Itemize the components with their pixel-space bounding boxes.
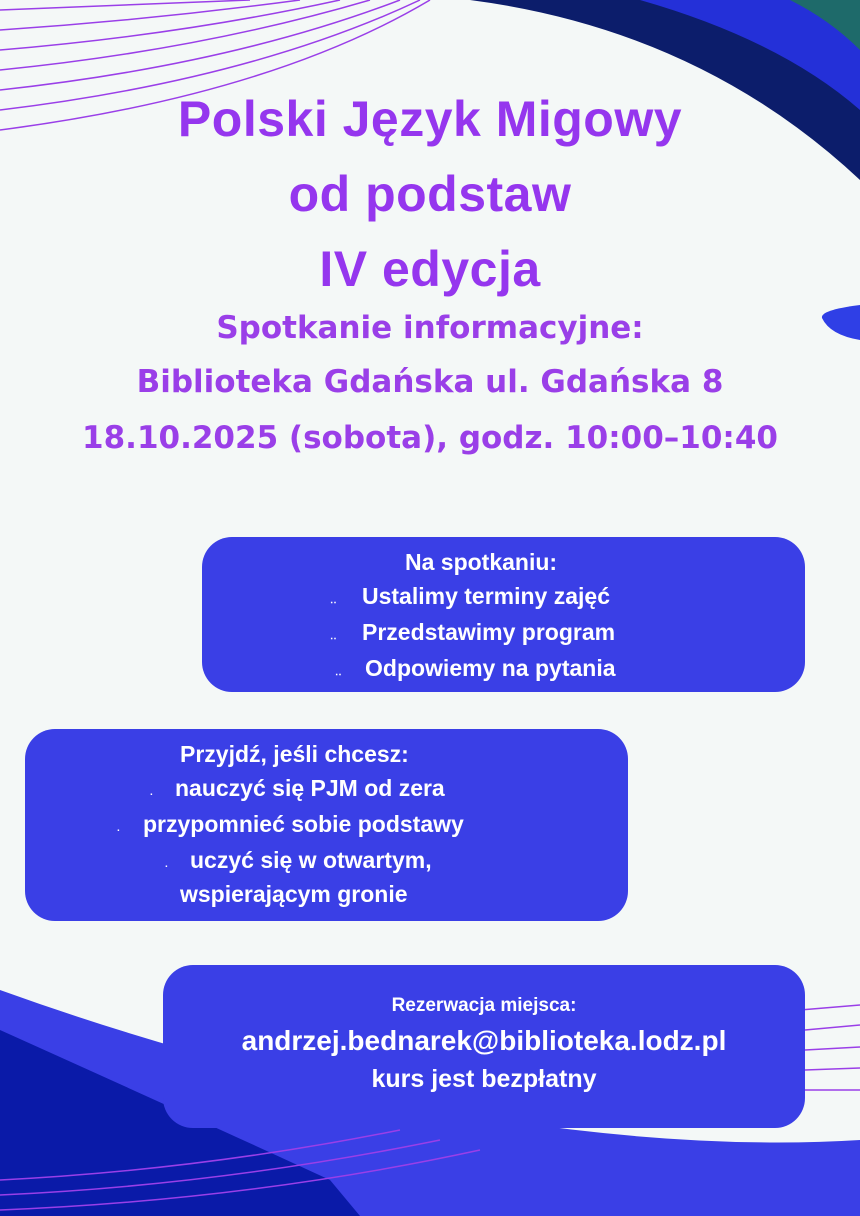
title-line-3: IV edycja (319, 241, 541, 297)
come-heading: Przyjdź, jeśli chcesz: (180, 741, 409, 767)
come-item: uczyć się w otwartym, (190, 847, 432, 873)
meeting-item: Przedstawimy program (362, 619, 616, 645)
bullet: ‥ (330, 595, 337, 606)
reservation-note: kurs jest bezpłatny (371, 1065, 597, 1093)
bullet: ‥ (330, 631, 337, 642)
reservation-box (163, 965, 805, 1128)
come-item-continuation: wspierającym gronie (180, 881, 408, 907)
reservation-email[interactable]: andrzej.bednarek@biblioteka.lodz.pl (241, 1025, 727, 1056)
info-datetime: 18.10.2025 (sobota), godz. 10:00–10:40 (82, 420, 778, 456)
title-line-1: Polski Język Migowy (177, 91, 683, 147)
bullet: . (150, 787, 153, 798)
come-box (25, 729, 628, 921)
come-item: nauczyć się PJM od zera (175, 775, 445, 801)
reservation-heading: Rezerwacja miejsca: (391, 995, 577, 1016)
title-line-2: od podstaw (288, 166, 572, 222)
info-heading: Spotkanie informacyjne: (216, 310, 644, 346)
bullet: ‥ (335, 667, 342, 678)
info-location: Biblioteka Gdańska ul. Gdańska 8 (136, 364, 724, 400)
meeting-box (202, 537, 805, 692)
come-item: przypomnieć sobie podstawy (143, 811, 464, 837)
meeting-item: Ustalimy terminy zajęć (362, 583, 611, 609)
bullet: . (117, 823, 120, 834)
meeting-heading: Na spotkaniu: (405, 549, 558, 575)
meeting-item: Odpowiemy na pytania (365, 655, 616, 681)
bullet: . (165, 859, 168, 870)
